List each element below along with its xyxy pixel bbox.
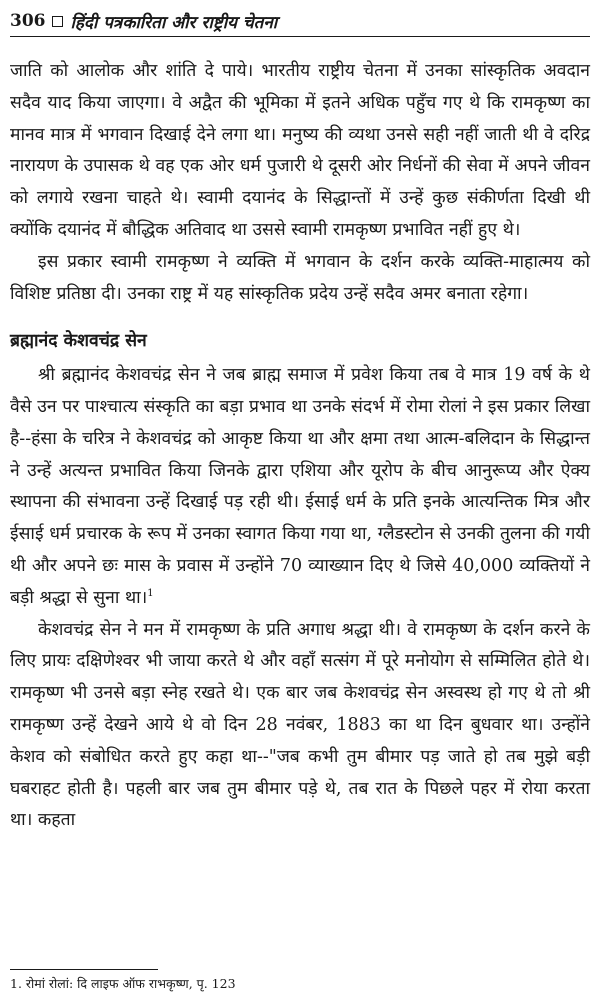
header-rule — [10, 36, 590, 37]
footnote-rule — [10, 969, 158, 970]
paragraph-4: केशवचंद्र सेन ने मन में रामकृष्ण के प्रति अगाध श्रद्धा थी। वे रामकृष्ण के दर्शन करने के लिए प्रायः दक्षिणेश्वर भी जाया करते थे और वहाँ सत्संग में पूरे मनोयोग से सम्मिलित होते थे। रामकृष्ण भी उनसे बड़ा स्नेह रखते थे। एक बार जब केशवचंद्र सेन अस्वस्थ हो गए थे तो श्री रामकृष्ण उन्हें देखने आये थे वो दिन 28 नवंबर, 1883 का था दिन बुधवार था। उन्होंने केशव को संबोधित करते हुए कहा था--"जब कभी तुम बीमार पड़ जाते हो तब मुझे बड़ी घबराहट होती है। पहली बार जब तुम बीमार पड़े थे, तब रात के पिछले पहर में रोया करता था। कहता — [10, 619, 590, 831]
section-heading: ब्रह्मानंद केशवचंद्र सेन — [10, 331, 147, 352]
page-body — [10, 56, 590, 837]
paragraph-3-text: श्री ब्रह्मानंद केशवचंद्र सेन ने जब ब्राह्म समाज में प्रवेश किया तब वे मात्र 19 वर्ष के थे वैसे उन पर पाश्चात्य संस्कृति का बड़ा प्रभाव था उनके संदर्भ में रोमा रोलां ने इस प्रकार लिखा है--हंसा के चरित्र ने केशवचंद्र को आकृष्ट किया था और क्षमा तथा आत्म-बलिदान के सिद्धान्त ने उन्हें अत्यन्त प्रभावित किया जिनके द्वारा एशिया और यूरोप के बीच आनुरूप्य और ऐक्य स्थापना की संभावना उन्हें दिखाई पड़ रही थी। ईसाई धर्म के प्रति इनके आत्यन्तिक मित्र और ईसाई धर्म प्रचारक के रूप में उनका स्वागत किया गया था, ग्लैडस्टोन से उनकी तुलना की गयी थी और अपने छः मास के प्रवास में उन्होंने 70 व्याख्यान दिए थे जिसे 40,000 व्यक्तियों ने बड़ी श्रद्धा से सुना था। — [10, 365, 590, 608]
paragraph-2: इस प्रकार स्वामी रामकृष्ण ने व्यक्ति में भगवान के दर्शन करके व्यक्ति-माहात्मय को विशिष्ट प्रतिष्ठा दी। उनका राष्ट्र में यह सांस्कृतिक प्रदेय उन्हें सदैव अमर बनाता रहेगा। — [10, 251, 590, 304]
square-bullet-icon — [52, 16, 63, 27]
paragraph-1: जाति को आलोक और शांति दे पाये। भारतीय राष्ट्रीय चेतना में उनका सांस्कृतिक अवदान सदैव याद किया जाएगा। वे अद्वैत की भूमिका में इतने अधिक पहुँच गए थे कि रामकृष्ण का मानव मात्र में भगवान दिखाई देने लगा था। मनुष्य की व्यथा उनसे सही नहीं जाती थी वे दरिद्र नारायण के उपासक थे वह एक ओर धर्म पुजारी थे दूसरी ओर निर्धनों की सेवा में अपने जीवन को लगाये रखना चाहते थे। स्वामी दयानंद के सिद्धान्तों में उन्हें कुछ संकीर्णता दिखी थी क्योंकि दयानंद में बौद्धिक अतिवाद था उससे स्वामी रामकृष्ण प्रभावित नहीं हुए थे। — [10, 61, 590, 240]
footnote: 1. रोमां रोलां: दि लाइफ ऑफ राभकृष्ण, पृ. 123 — [10, 976, 236, 991]
paragraph-3 — [10, 360, 590, 614]
running-title: हिंदी पत्रकारिता और राष्ट्रीय चेतना — [70, 12, 278, 33]
running-header — [10, 8, 590, 34]
footnote-reference: 1 — [147, 587, 154, 599]
page-number: 306 — [10, 11, 46, 31]
